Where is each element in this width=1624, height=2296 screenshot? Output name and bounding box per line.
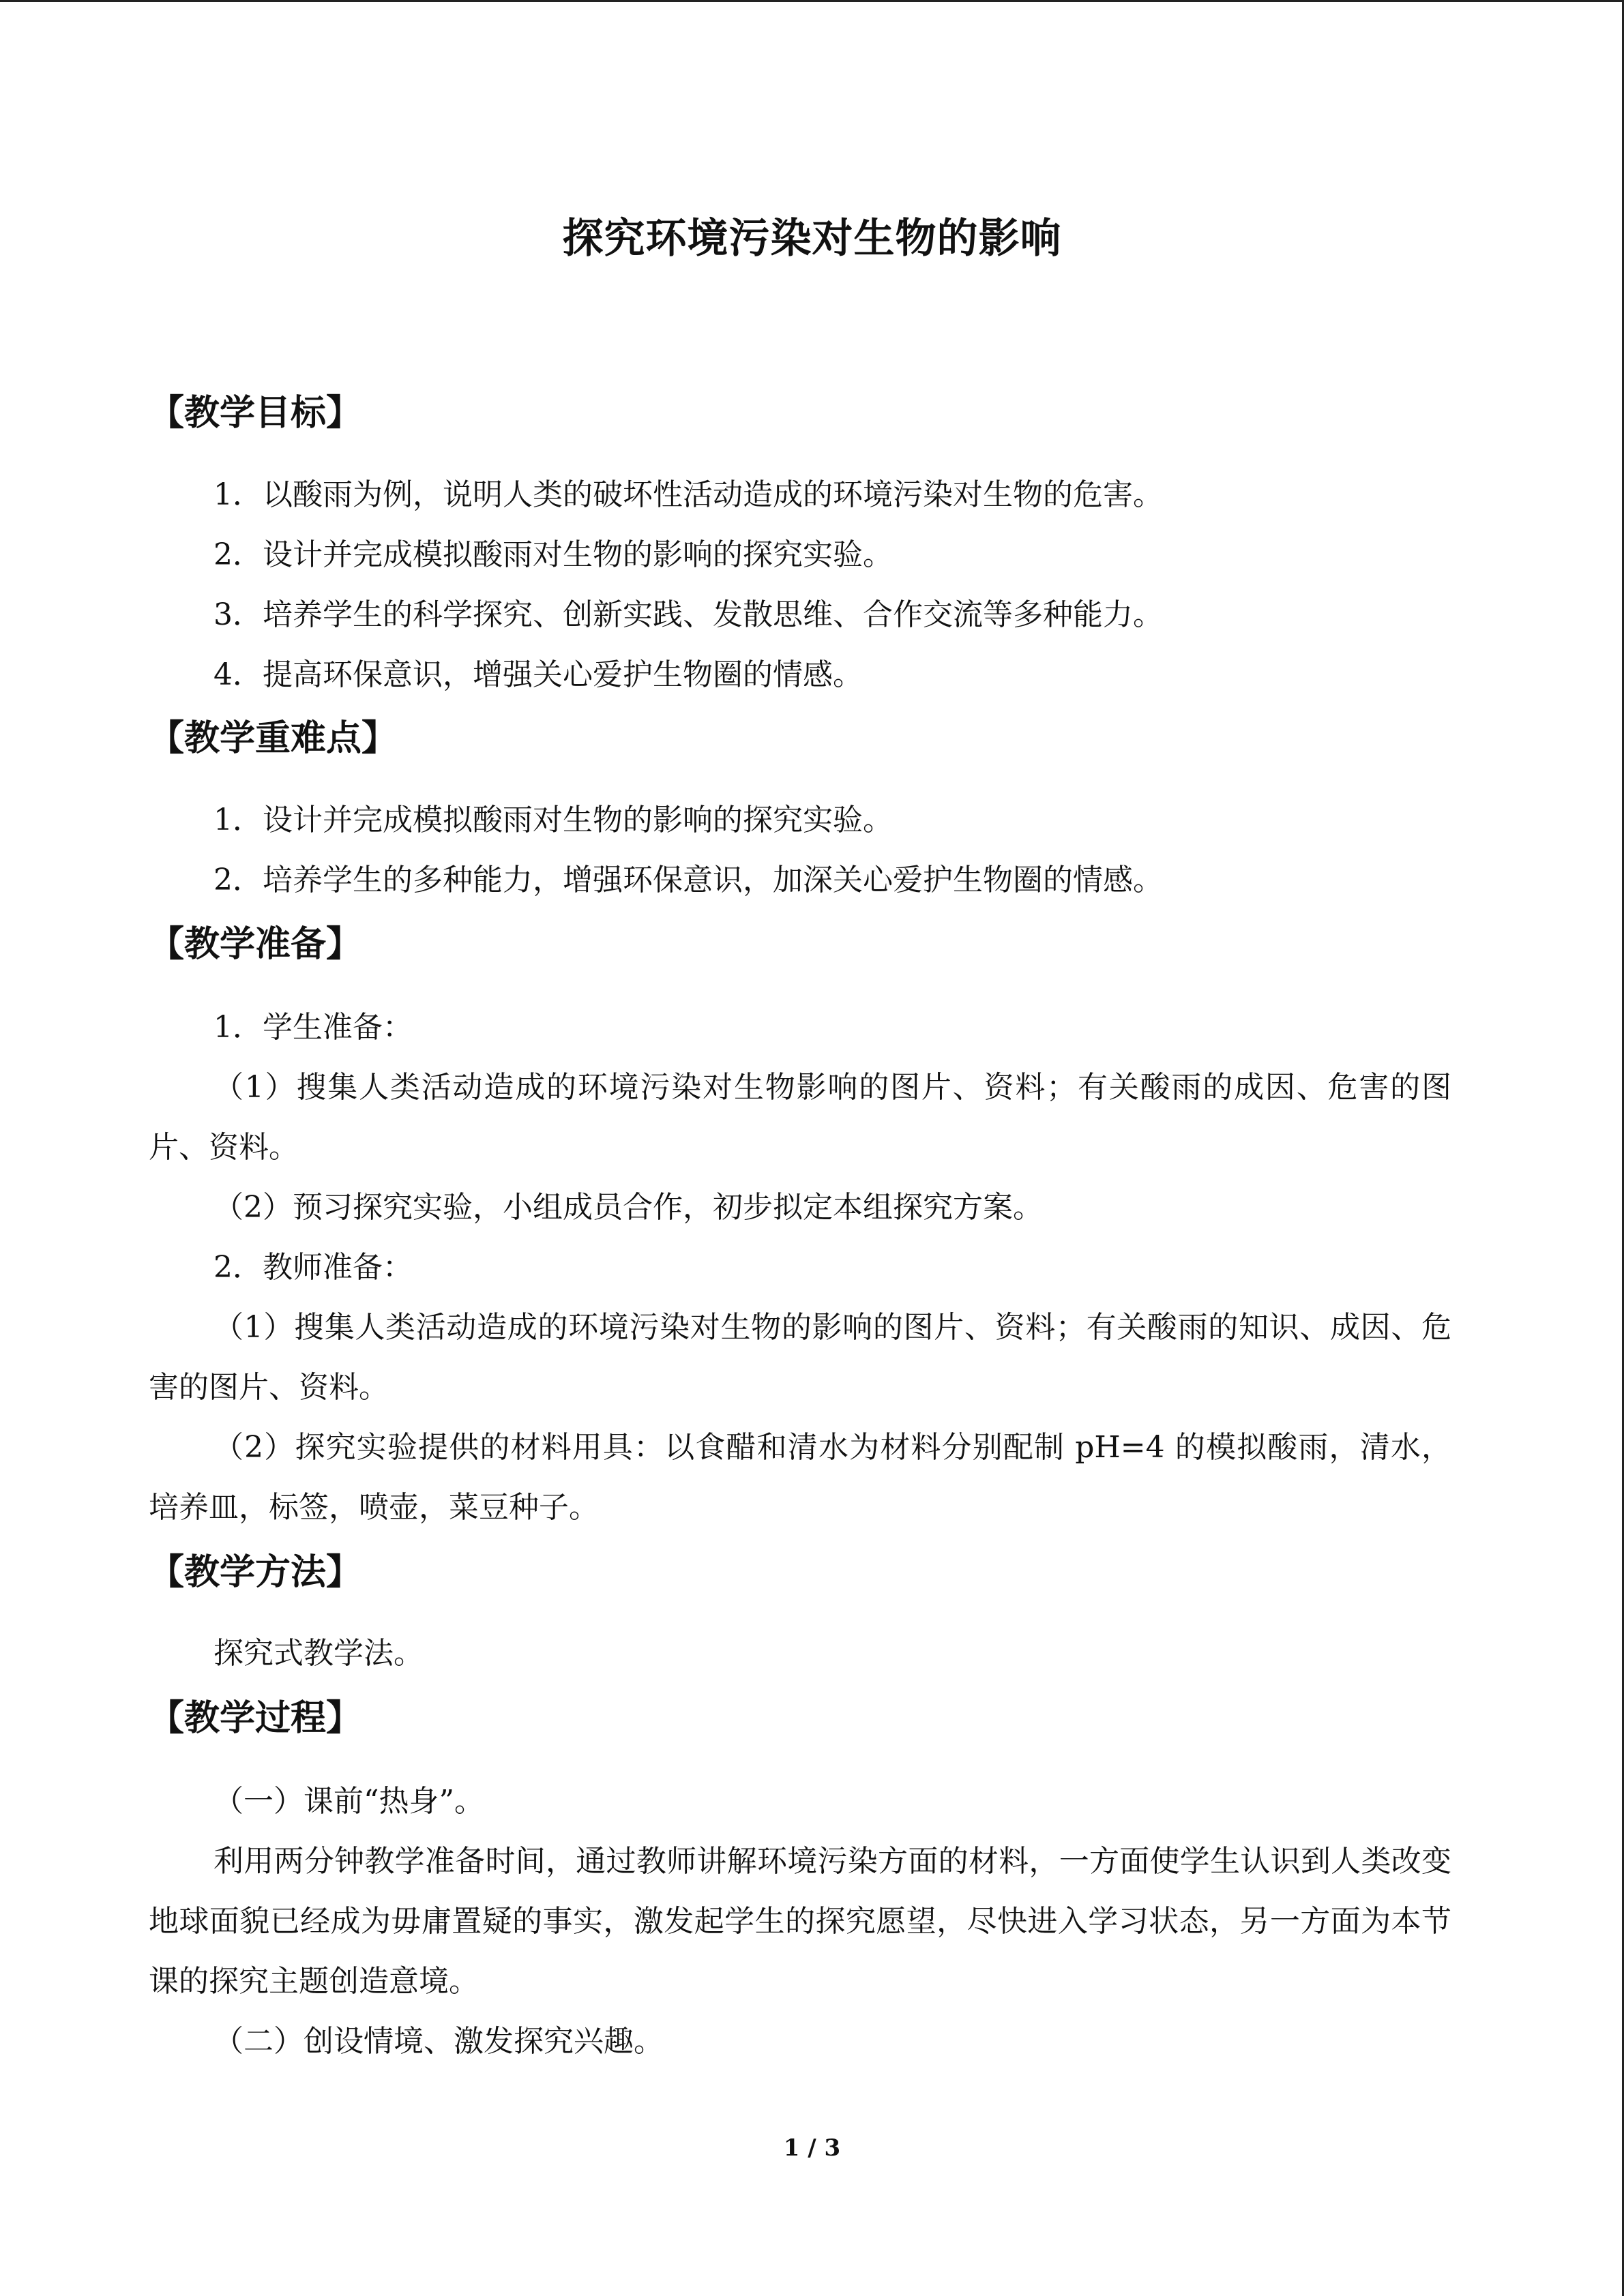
heading-key-points: 【教学重难点】: [149, 717, 398, 759]
teacher-preparation-item: （1）搜集人类活动造成的环境污染对生物的影响的图片、资料；有关酸雨的知识、成因、危害的图片、资料。: [149, 1310, 1451, 1405]
goal-item: 1．以酸雨为例，说明人类的破坏性活动造成的环境污染对生物的危害。: [213, 477, 1163, 512]
page-number: 1 / 3: [783, 2134, 841, 2162]
heading-teaching-goals: 【教学目标】: [149, 392, 362, 434]
process-step-title: （二）创设情境、激发探究兴趣。: [213, 2024, 664, 2059]
goal-item: 2．设计并完成模拟酸雨对生物的影响的探究实验。: [213, 537, 893, 572]
teacher-preparation-item: （2）探究实验提供的材料用具：以食醋和清水为材料分别配制 pH=4 的模拟酸雨，清水，培养皿，标签，喷壶，菜豆种子。: [149, 1430, 1451, 1525]
key-point-item: 1．设计并完成模拟酸雨对生物的影响的探究实验。: [213, 803, 893, 837]
process-step-text: 利用两分钟教学准备时间，通过教师讲解环境污染方面的材料，一方面使学生认识到人类改变地球面貌已经成为毋庸置疑的事实，激发起学生的探究愿望，尽快进入学习状态，另一方面为本节课的探究主题创造意境。: [149, 1844, 1451, 1999]
student-preparation-item: （2）预习探究实验，小组成员合作，初步拟定本组探究方案。: [213, 1190, 1043, 1225]
key-point-item: 2．培养学生的多种能力，增强环保意识，加深关心爱护生物圈的情感。: [213, 863, 1163, 897]
student-preparation-item: （1）搜集人类活动造成的环境污染对生物影响的图片、资料；有关酸雨的成因、危害的图片、资料。: [149, 1070, 1451, 1165]
teacher-preparation-label: 2．教师准备：: [213, 1250, 413, 1285]
method-text: 探究式教学法。: [213, 1636, 424, 1671]
document-title: 探究环境污染对生物的影响: [562, 215, 1062, 263]
process-step-title: （一）课前“热身”。: [213, 1784, 484, 1819]
heading-process: 【教学过程】: [149, 1697, 362, 1739]
heading-preparation: 【教学准备】: [149, 923, 362, 965]
goal-item: 3．培养学生的科学探究、创新实践、发散思维、合作交流等多种能力。: [213, 597, 1163, 632]
heading-method: 【教学方法】: [149, 1551, 362, 1593]
student-preparation-label: 1．学生准备：: [213, 1010, 413, 1045]
goal-item: 4．提高环保意识，增强关心爱护生物圈的情感。: [213, 657, 863, 692]
